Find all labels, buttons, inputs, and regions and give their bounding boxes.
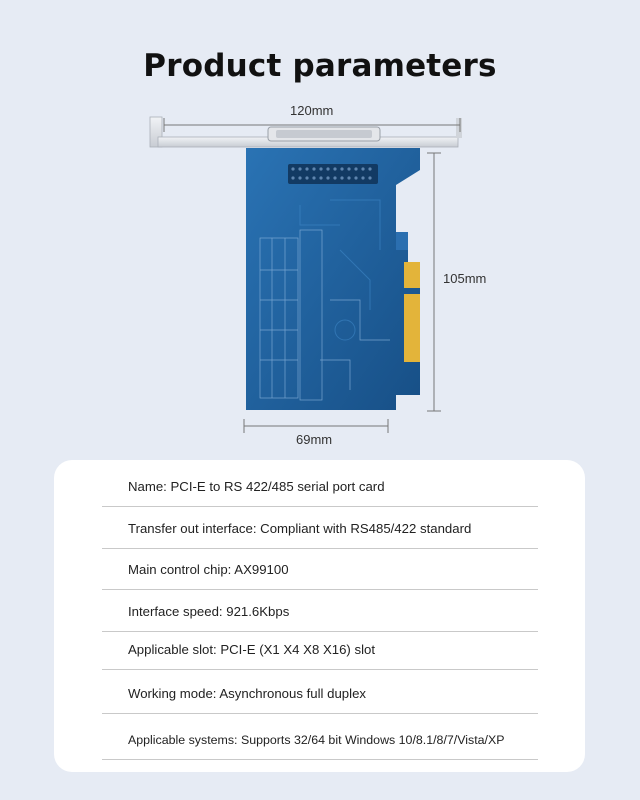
param-systems: Applicable systems: Supports 32/64 bit Windows 10/8.1/8/7/Vista/XP bbox=[102, 720, 538, 760]
param-slot: Applicable slot: PCI-E (X1 X4 X8 X16) slot bbox=[102, 630, 538, 670]
pin-header bbox=[288, 164, 378, 184]
page-title: Product parameters bbox=[143, 48, 497, 84]
param-interface: Transfer out interface: Compliant with RS485/422 standard bbox=[102, 509, 538, 549]
param-mode: Working mode: Asynchronous full duplex bbox=[102, 674, 538, 714]
height-right-label: 105mm bbox=[443, 271, 487, 286]
param-chip: Main control chip: AX99100 bbox=[102, 550, 538, 590]
param-speed: Interface speed: 921.6Kbps bbox=[102, 592, 538, 632]
metal-bracket bbox=[150, 117, 462, 147]
width-bottom-label: 69mm bbox=[296, 432, 333, 447]
param-name: Name: PCI-E to RS 422/485 serial port card bbox=[102, 467, 538, 507]
parameters-panel bbox=[54, 460, 585, 772]
width-top-label: 120mm bbox=[290, 103, 334, 118]
